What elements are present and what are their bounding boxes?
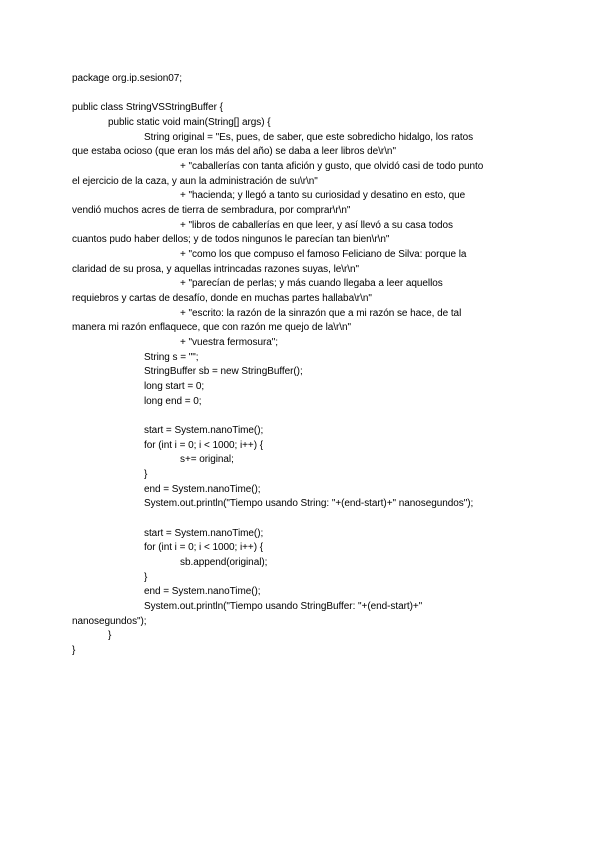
code-line: public static void main(String[] args) { [108, 117, 271, 128]
code-line: manera mi razón enflaquece, que con razón me quejo de la\r\n" [72, 322, 352, 333]
code-line: } [72, 645, 76, 656]
code-line: end = System.nanoTime(); [144, 586, 261, 597]
code-line: nanosegundos"); [72, 616, 147, 627]
code-line: claridad de su prosa, y aquellas intrincadas razones suyas, le\r\n" [72, 264, 360, 275]
code-line: + "hacienda; y llegó a tanto su curiosidad y desatino en esto, que [180, 190, 466, 201]
code-line: s+= original; [180, 454, 234, 465]
code-line: + "escrito: la razón de la sinrazón que a mi razón se hace, de tal [180, 308, 462, 319]
code-line: } [144, 572, 148, 583]
code-line: System.out.println("Tiempo usando String: "+(end-start)+" nanosegundos"); [144, 498, 474, 509]
code-line: } [108, 630, 112, 641]
code-line: end = System.nanoTime(); [144, 484, 261, 495]
code-line: el ejercicio de la caza, y aun la administración de su\r\n" [72, 176, 318, 187]
code-line: cuantos pudo haber dellos; y de todos ningunos le parecían tan bien\r\n" [72, 234, 390, 245]
code-line: for (int i = 0; i < 1000; i++) { [144, 440, 264, 451]
code-line: long start = 0; [144, 381, 205, 392]
code-line: String s = ""; [144, 352, 199, 363]
code-line: System.out.println("Tiempo usando StringBuffer: "+(end-start)+" [144, 601, 423, 612]
code-line: String original = "Es, pues, de saber, que este sobredicho hidalgo, los ratos [144, 132, 474, 143]
code-line: public class StringVSStringBuffer { [72, 102, 223, 113]
code-line: requiebros y cartas de desafío, donde en muchas partes hallaba\r\n" [72, 293, 372, 304]
code-line: + "caballerías con tanta afición y gusto, que olvidó casi de todo punto [180, 161, 484, 172]
code-line: start = System.nanoTime(); [144, 425, 264, 436]
code-line: que estaba ocioso (que eran los más del año) se daba a leer libros de\r\n" [72, 146, 396, 157]
code-line: + "como los que compuso el famoso Feliciano de Silva: porque la [180, 249, 467, 260]
code-line: StringBuffer sb = new StringBuffer(); [144, 366, 303, 377]
code-line: long end = 0; [144, 396, 202, 407]
code-line: } [144, 469, 148, 480]
code-line: + "vuestra fermosura"; [180, 337, 278, 348]
code-line: + "parecían de perlas; y más cuando llegaba a leer aquellos [180, 278, 443, 289]
code-line: vendió muchos acres de tierra de sembradura, por comprar\r\n" [72, 205, 351, 216]
code-line: + "libros de caballerías en que leer, y así llevó a su casa todos [180, 220, 453, 231]
code-line: for (int i = 0; i < 1000; i++) { [144, 542, 264, 553]
code-line: package org.ip.sesion07; [72, 73, 182, 84]
code-line: sb.append(original); [180, 557, 268, 568]
code-line: start = System.nanoTime(); [144, 528, 264, 539]
